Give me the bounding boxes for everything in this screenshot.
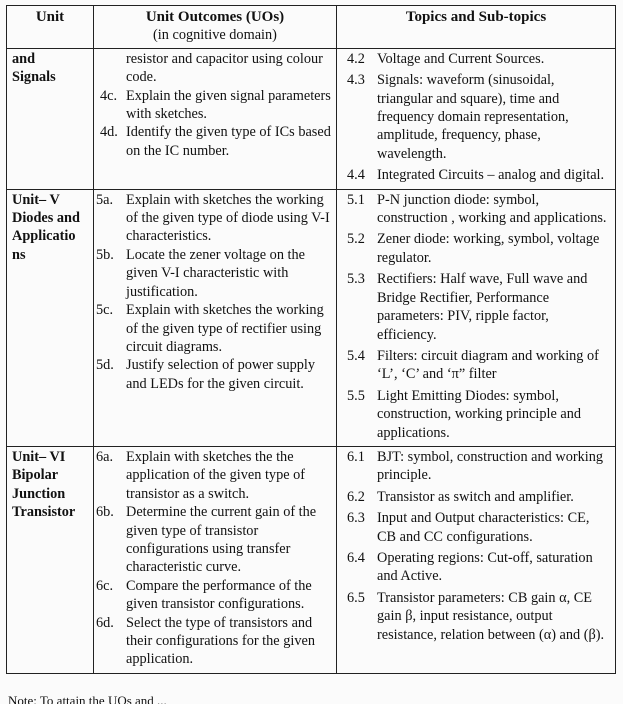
outcome-number: 4d. bbox=[100, 124, 118, 141]
topic-text: Transistor parameters: CB gain α, CE gain β, input resistance, output resistance, relation between (α) and (β). bbox=[377, 589, 605, 643]
table-row bbox=[7, 189, 616, 446]
outcome-item bbox=[96, 503, 332, 577]
unit-title-line: Junction bbox=[12, 485, 66, 502]
topic-item bbox=[347, 270, 611, 344]
outcome-text: Identify the given type of ICs based on the IC number. bbox=[126, 124, 331, 159]
outcome-text: Determine the current gain of the given type of transistor configurations using transfer characteristic curve. bbox=[126, 504, 317, 576]
outcome-text: Explain with sketches the working of the given type of rectifier using circuit diagrams. bbox=[126, 302, 324, 355]
topic-number: 5.1 bbox=[347, 191, 365, 208]
outcome-text: Explain with sketches the the application of the given type of transistor as a switch. bbox=[126, 448, 306, 502]
outcome-item bbox=[96, 614, 332, 669]
topic-item bbox=[347, 387, 611, 442]
topic-text: Filters: circuit diagram and working of ‘L’, ‘C’ and ‘π” filter bbox=[377, 347, 599, 383]
outcome-text: Explain with sketches the working of the given type of diode using V-I characteristics. bbox=[126, 191, 330, 245]
topic-number: 4.4 bbox=[347, 167, 365, 184]
outcome-number: 6d. bbox=[96, 614, 114, 631]
topic-item bbox=[347, 166, 611, 184]
unit-cell bbox=[7, 446, 94, 673]
topic-text: Transistor as switch and amplifier. bbox=[377, 488, 574, 505]
outcome-number: 5d. bbox=[96, 357, 114, 374]
topic-item bbox=[347, 589, 611, 644]
outcome-number: 6c. bbox=[96, 577, 114, 594]
unit-cell bbox=[7, 189, 94, 446]
topic-item bbox=[347, 488, 611, 506]
topic-item bbox=[347, 509, 611, 546]
header-outcomes-subtitle: (in cognitive domain) bbox=[153, 27, 277, 44]
header-outcomes bbox=[94, 6, 337, 49]
topic-text: P-N junction diode: symbol, construction , working and applications. bbox=[377, 191, 607, 227]
topic-number: 5.2 bbox=[347, 231, 365, 248]
unit-title-line: Transistor bbox=[12, 504, 76, 521]
unit-title-line: Bipolar bbox=[12, 467, 59, 484]
outcome-item bbox=[96, 123, 332, 160]
unit-title-line: Diodes and bbox=[12, 210, 80, 227]
topic-text: Signals: waveform (sinusoidal, triangular and square), time and frequency domain representation, amplitude, frequency, phase, wavelength. bbox=[377, 72, 569, 162]
topic-text: Voltage and Current Sources. bbox=[377, 50, 545, 67]
table-header-row bbox=[7, 6, 616, 49]
topic-text: Operating regions: Cut-off, saturation and Active. bbox=[377, 549, 593, 585]
topic-item bbox=[347, 71, 611, 163]
header-topics: Topics and Sub-topics bbox=[337, 6, 616, 49]
topic-number: 4.3 bbox=[347, 72, 365, 89]
topic-text: BJT: symbol, construction and working principle. bbox=[377, 448, 604, 484]
topic-text: Rectifiers: Half wave, Full wave and Bridge Rectifier, Performance parameters: PIV, ripple factor, efficiency. bbox=[377, 271, 588, 343]
topic-item bbox=[347, 448, 611, 485]
outcome-text: Locate the zener voltage on the given V-I characteristic with justification. bbox=[126, 246, 306, 300]
table-row bbox=[7, 48, 616, 189]
topics-cell bbox=[337, 189, 616, 446]
outcome-item bbox=[96, 356, 332, 393]
outcome-continuation: resistor and capacitor using colour code. bbox=[126, 50, 323, 86]
unit-title-line: Unit– V bbox=[12, 191, 60, 208]
syllabus-table bbox=[6, 5, 616, 674]
topic-text: Light Emitting Diodes: symbol, construction, working principle and applications. bbox=[377, 387, 582, 441]
topics-cell bbox=[337, 48, 616, 189]
topic-item bbox=[347, 191, 611, 228]
topic-item bbox=[347, 230, 611, 267]
topic-number: 6.2 bbox=[347, 488, 365, 505]
topic-number: 6.5 bbox=[347, 589, 365, 606]
unit-title-line: ns bbox=[12, 246, 26, 263]
topic-number: 5.3 bbox=[347, 271, 365, 288]
topic-number: 5.4 bbox=[347, 347, 365, 364]
table-row bbox=[7, 446, 616, 673]
header-outcomes-title: Unit Outcomes (UOs) bbox=[145, 9, 285, 25]
topic-item bbox=[347, 50, 611, 68]
outcome-item bbox=[96, 87, 332, 124]
outcome-number: 6a. bbox=[96, 448, 114, 465]
outcome-item bbox=[96, 191, 332, 246]
outcome-item bbox=[96, 577, 332, 614]
topic-text: Integrated Circuits – analog and digital. bbox=[377, 167, 605, 184]
outcome-number: 5b. bbox=[96, 246, 114, 263]
header-unit: Unit bbox=[7, 6, 94, 49]
unit-title-line: and bbox=[12, 50, 36, 67]
outcome-number: 5c. bbox=[96, 302, 114, 319]
outcome-text: Justify selection of power supply and LEDs for the given circuit. bbox=[126, 357, 316, 392]
unit-title-line: Signals bbox=[12, 69, 56, 86]
topic-item bbox=[347, 347, 611, 384]
outcome-text: Select the type of transistors and their configurations for the given application. bbox=[126, 614, 315, 668]
topic-number: 6.4 bbox=[347, 549, 365, 566]
outcome-item bbox=[96, 301, 332, 356]
outcomes-cell bbox=[94, 189, 337, 446]
outcomes-cell bbox=[94, 48, 337, 189]
unit-title-line: Unit– VI bbox=[12, 448, 66, 465]
topic-number: 6.3 bbox=[347, 510, 365, 527]
outcome-number: 5a. bbox=[96, 191, 114, 208]
topic-text: Zener diode: working, symbol, voltage regulator. bbox=[377, 231, 600, 266]
topics-cell bbox=[337, 446, 616, 673]
outcome-number: 6b. bbox=[96, 504, 114, 521]
outcomes-cell bbox=[94, 446, 337, 673]
footer-note: Note: To attain the UOs and ... bbox=[8, 694, 167, 704]
topic-item bbox=[347, 549, 611, 586]
topic-text: Input and Output characteristics: CE, CB and CC configurations. bbox=[377, 510, 590, 545]
topic-number: 5.5 bbox=[347, 387, 365, 404]
outcome-text: Explain the given signal parameters with sketches. bbox=[126, 87, 331, 123]
outcome-text: Compare the performance of the given transistor configurations. bbox=[126, 577, 312, 613]
outcome-number: 4c. bbox=[100, 87, 118, 104]
topic-number: 6.1 bbox=[347, 448, 365, 465]
unit-title-line: Applicatio bbox=[12, 228, 76, 245]
topic-number: 4.2 bbox=[347, 50, 365, 67]
outcome-item bbox=[96, 448, 332, 503]
outcome-item bbox=[96, 246, 332, 301]
unit-cell bbox=[7, 48, 94, 189]
